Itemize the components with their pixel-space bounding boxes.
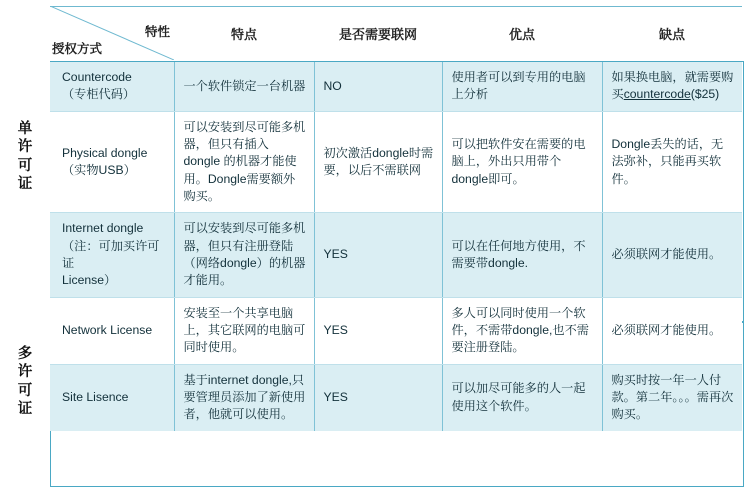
group-label-single bbox=[8, 120, 42, 193]
table-row bbox=[50, 111, 742, 213]
row-pros-site-lisence: 可以加尽可能多的人一起使用这个软件。 bbox=[442, 364, 602, 430]
row-feature-site-lisence: 基于internet dongle,只要管理员添加了新使用者，他就可以使用。 bbox=[174, 364, 314, 430]
row-name-countercode bbox=[50, 62, 174, 111]
row-name-line-1: （专柜代码） bbox=[62, 87, 136, 102]
row-pros-countercode: 使用者可以到专用的电脑上分析 bbox=[442, 62, 602, 111]
group-label-multi-line-3: 证 bbox=[17, 400, 33, 417]
row-name-site-lisence bbox=[50, 364, 174, 430]
row-name-line-0: Network License bbox=[62, 322, 153, 337]
header-col-cons: 缺点 bbox=[658, 26, 685, 42]
cons-text-pre: 如果换电脑，就需要购买 bbox=[611, 70, 734, 102]
header-license-type-label: 授权方式 bbox=[52, 42, 103, 56]
row-name-line-0: Physical dongle bbox=[62, 145, 148, 160]
row-name-network-license bbox=[50, 297, 174, 364]
group-label-multi-line-0: 多 bbox=[17, 346, 33, 362]
row-feature-physical-dongle: 可以安装到尽可能多机器，但只有插入 dongle 的机器才能使用。Dongle需要额外购买。 bbox=[174, 111, 314, 213]
row-cons-network-license: 必须联网才能使用。 bbox=[602, 297, 742, 364]
row-online-site-lisence: YES bbox=[314, 364, 442, 430]
row-online-network-license: YES bbox=[314, 297, 442, 364]
group-label-single-line-1: 许 bbox=[17, 139, 33, 156]
row-name-line-0: Countercode bbox=[62, 70, 132, 84]
row-feature-internet-dongle: 可以安装到尽可能多机器，但只有注册登陆（网络dongle）的机器才能用。 bbox=[174, 213, 314, 297]
row-pros-network-license: 多人可以同时使用一个软件，不需带dongle,也不需要注册登陆。 bbox=[442, 297, 602, 364]
header-feature-label: 特性 bbox=[144, 25, 170, 39]
row-cons-internet-dongle: 必须联网才能使用。 bbox=[602, 213, 742, 297]
group-label-single-line-2: 可 bbox=[17, 157, 33, 174]
row-name-physical-dongle bbox=[50, 111, 174, 213]
group-label-single-line-3: 证 bbox=[17, 175, 33, 192]
row-name-line-0: Internet dongle bbox=[62, 221, 144, 236]
cons-text-link: countercode bbox=[623, 87, 691, 102]
table-row bbox=[50, 62, 742, 111]
row-name-internet-dongle bbox=[50, 213, 174, 297]
header-col-online: 是否需要联网 bbox=[338, 26, 417, 42]
group-label-single-line-0: 单 bbox=[17, 121, 33, 137]
row-feature-network-license: 安装至一个共享电脑上，其它联网的电脑可同时使用。 bbox=[174, 297, 314, 364]
row-online-internet-dongle: YES bbox=[314, 213, 442, 297]
row-online-physical-dongle: 初次激活dongle时需要，以后不需联网 bbox=[314, 111, 442, 213]
row-name-line-1: （注：可加买许可证 bbox=[62, 238, 160, 270]
cons-text-post: ($25) bbox=[690, 87, 720, 102]
table-row bbox=[50, 297, 742, 364]
row-name-line-0: Site Lisence bbox=[62, 389, 129, 404]
group-label-multi-line-2: 可 bbox=[17, 382, 33, 399]
group-label-multi-line-1: 许 bbox=[17, 364, 33, 381]
row-cons-site-lisence: 购买时按一年一人付款。第二年。。。需再次购买。 bbox=[602, 364, 742, 430]
table-header bbox=[50, 6, 742, 60]
table-row bbox=[50, 213, 742, 297]
header-col-feature: 特点 bbox=[230, 26, 257, 42]
row-feature-countercode: 一个软件锁定一台机器 bbox=[174, 62, 314, 111]
table-row bbox=[50, 364, 742, 430]
row-pros-physical-dongle: 可以把软件安在需要的电脑上，外出只用带个dongle即可。 bbox=[442, 111, 602, 213]
row-name-line-2: License） bbox=[62, 273, 117, 288]
group-label-multi bbox=[8, 345, 42, 418]
row-pros-internet-dongle: 可以在任何地方使用，不需要带dongle. bbox=[442, 213, 602, 297]
row-online-countercode: NO bbox=[314, 62, 442, 111]
row-cons-physical-dongle: Dongle丢失的话，无法弥补，只能再买软件。 bbox=[602, 111, 742, 213]
row-cons-countercode bbox=[602, 62, 742, 111]
license-comparison-table bbox=[50, 62, 742, 431]
header-corner-cell bbox=[50, 6, 174, 60]
row-name-line-1: （实物USB） bbox=[62, 162, 136, 177]
header-col-pros: 优点 bbox=[508, 26, 535, 42]
